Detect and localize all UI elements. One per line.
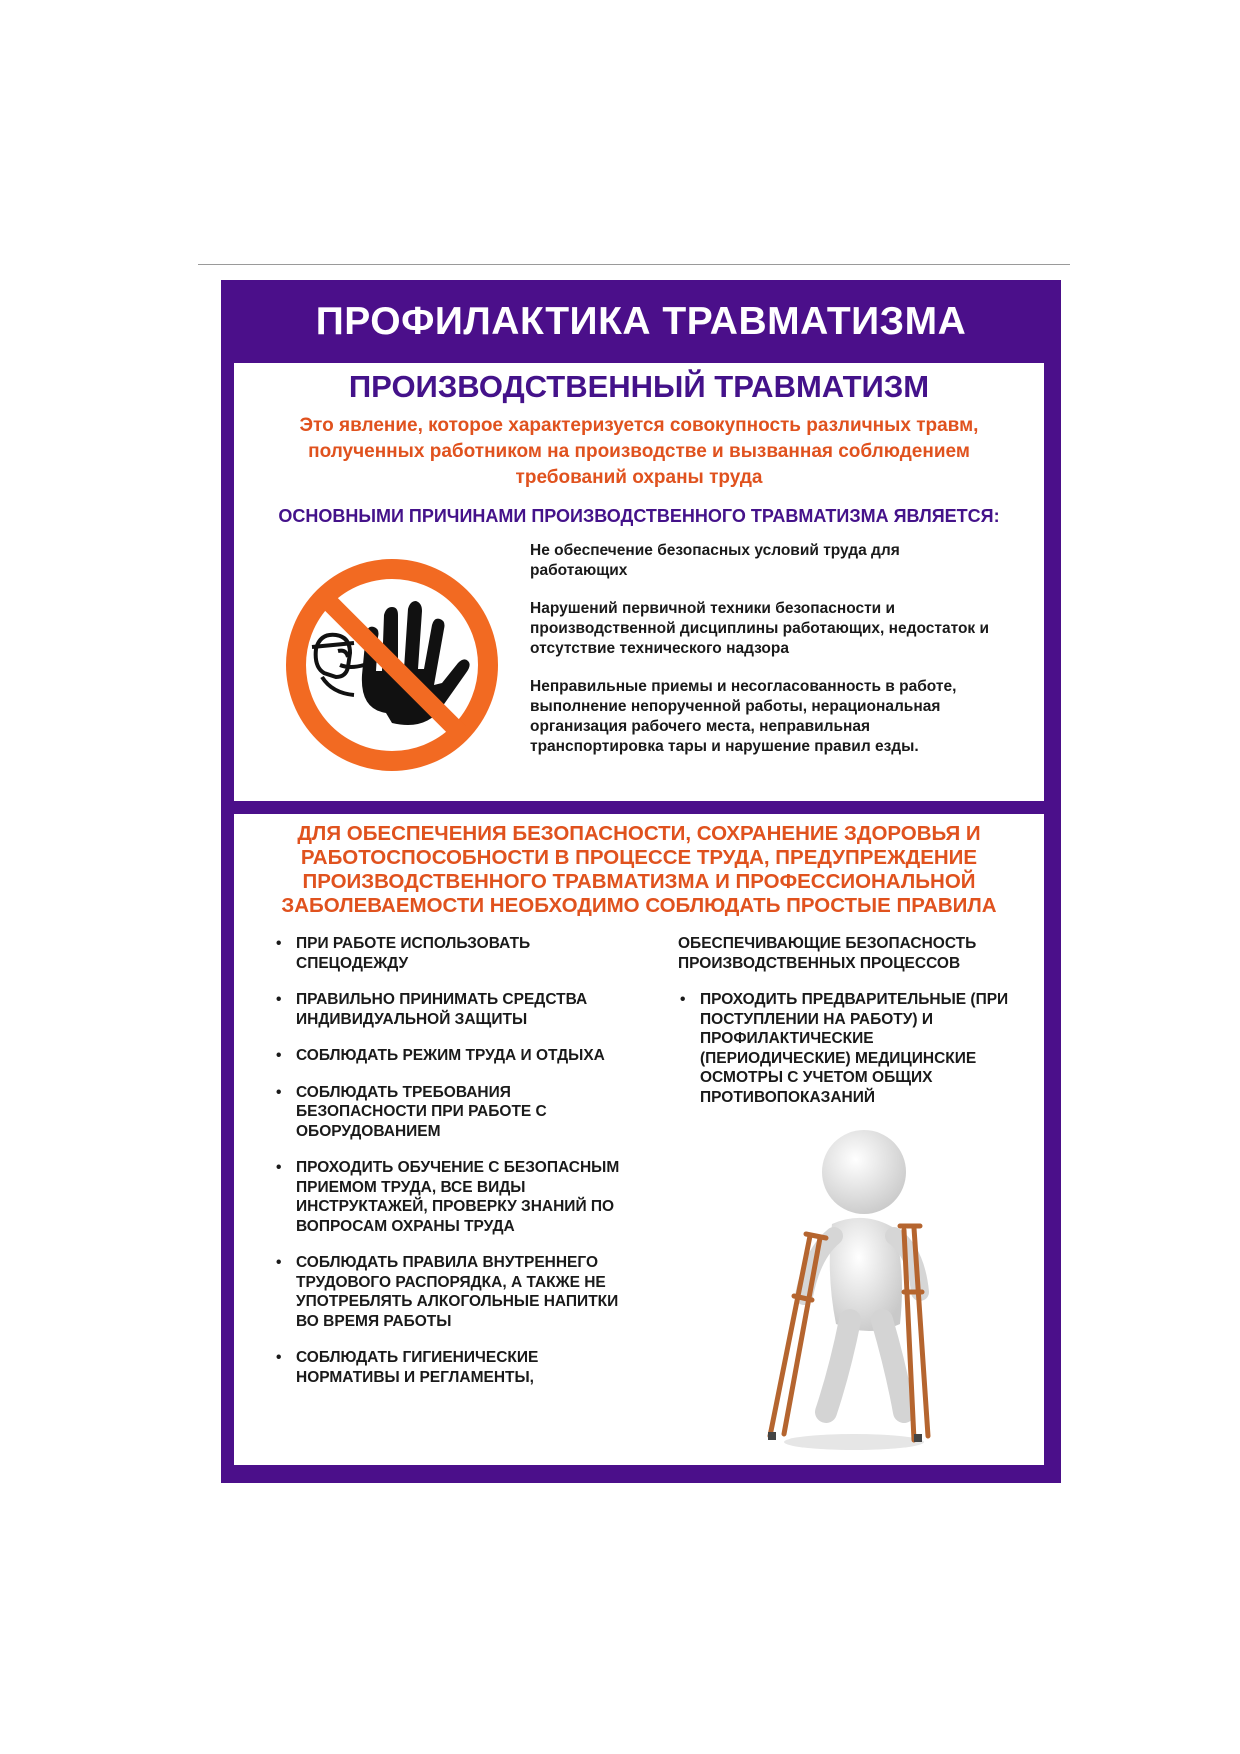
poster-title: ПРОФИЛАКТИКА ТРАВМАТИЗМА [315,300,967,343]
cause-item: Неправильные приемы и несогласованность в работе, выполнение непорученной работы, нерациональная организация рабочего места, неправильная транспортировка тары и нарушение правил езды. [530,678,957,755]
scan-edge-line [198,264,1070,265]
rule-item: • СОБЛЮДАТЬ ТРЕБОВАНИЯ БЕЗОПАСНОСТИ ПРИ РАБОТЕ С ОБОРУДОВАНИЕМ [274,1083,624,1142]
cause-item: Не обеспечение безопасных условий труда для работающих [530,542,900,579]
bottom-panel [234,814,1044,1465]
rules-left-list [274,934,624,1404]
rules-right-list [678,990,1018,1107]
rule-item: • ПРАВИЛЬНО ПРИНИМАТЬ СРЕДСТВА ИНДИВИДУАЛЬНОЙ ЗАЩИТЫ [274,990,624,1029]
causes-list [530,541,1000,775]
causes-heading: ОСНОВНЫМИ ПРИЧИНАМИ ПРОИЗВОДСТВЕННОГО ТРАВМАТИЗМА ЯВЛЯЕТСЯ: [278,506,1000,526]
rule-item: • СОБЛЮДАТЬ ПРАВИЛА ВНУТРЕННЕГО ТРУДОВОГО РАСПОРЯДКА, А ТАКЖЕ НЕ УПОТРЕБЛЯТЬ АЛКОГОЛЬНЫЕ НАПИТКИ ВО ВРЕМЯ РАБОТЫ [274,1253,624,1331]
rules-right-column [678,934,1018,1124]
rules-right-intro: ОБЕСПЕЧИВАЮЩИЕ БЕЗОПАСНОСТЬ ПРОИЗВОДСТВЕННЫХ ПРОЦЕССОВ [678,935,977,972]
poster [221,280,1061,1483]
rule-item: • ПРОХОДИТЬ ПРЕДВАРИТЕЛЬНЫЕ (ПРИ ПОСТУПЛЕНИИ НА РАБОТУ) И ПРОФИЛАКТИЧЕСКИЕ (ПЕРИОДИЧЕСКИЕ) МЕДИЦИНСКИЕ ОСМОТРЫ С УЧЕТОМ ОБЩИХ ПРОТИВОПОКАЗАНИЙ [678,990,1018,1107]
section-title: ПРОИЗВОДСТВЕННЫЙ ТРАВМАТИЗМ [348,369,930,404]
top-panel [234,363,1044,801]
injured-person-with-crutches-icon [754,1124,944,1454]
definition-text: Это явление, которое характеризуется совокупность различных травм, полученных работником на производстве и вызванная соблюдением требований охраны труда [299,415,979,488]
rule-item: • ПРИ РАБОТЕ ИСПОЛЬЗОВАТЬ СПЕЦОДЕЖДУ [274,934,624,973]
rule-item: • СОБЛЮДАТЬ РЕЖИМ ТРУДА И ОТДЫХА [274,1046,624,1066]
cause-item: Нарушений первичной техники безопасности и производственной дисциплины работающих, недостаток и отсутствие технического надзора [530,600,990,657]
rules-heading: ДЛЯ ОБЕСПЕЧЕНИЯ БЕЗОПАСНОСТИ, СОХРАНЕНИЕ ЗДОРОВЬЯ И РАБОТОСПОСОБНОСТИ В ПРОЦЕССЕ ТРУДА, ПРЕДУПРЕЖДЕНИЕ ПРОИЗВОДСТВЕННОГО ТРАВМАТИЗМА И ПРОФЕССИОНАЛЬНОЙ ЗАБОЛЕВАЕМОСТИ НЕОБХОДИМО СОБЛЮДАТЬ ПРОСТЫЕ ПРАВИЛА [281,822,997,917]
rule-item: • ПРОХОДИТЬ ОБУЧЕНИЕ С БЕЗОПАСНЫМ ПРИЕМОМ ТРУДА, ВСЕ ВИДЫ ИНСТРУКТАЖЕЙ, ПРОВЕРКУ ЗНАНИЙ ПО ВОПРОСАМ ОХРАНЫ ТРУДА [274,1158,624,1236]
rule-item: • СОБЛЮДАТЬ ГИГИЕНИЧЕСКИЕ НОРМАТИВЫ И РЕГЛАМЕНТЫ, [274,1348,624,1387]
stop-hand-prohibition-icon [282,555,502,775]
